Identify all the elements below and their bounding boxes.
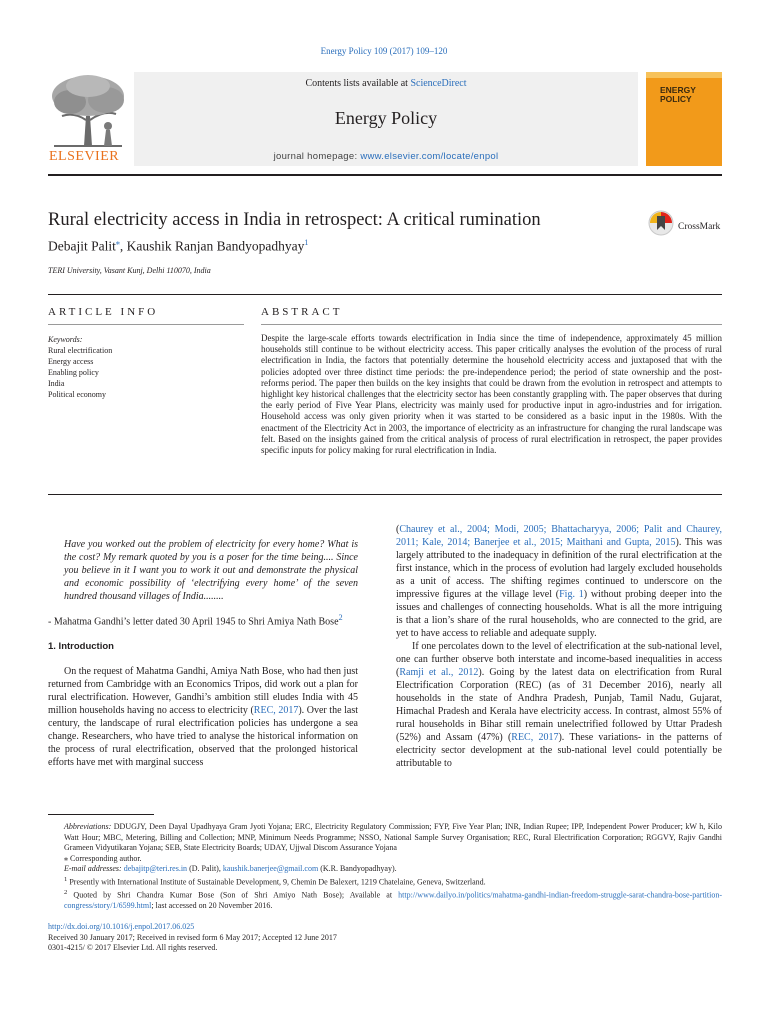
article-info-heading: ARTICLE INFO [48,306,159,318]
text-run: ). Over the last century, the landscape of rural electrification policies has undergone a sea change. Researchers, who have tried to analyse the historical information on the process of rural electrification, observed that the prolonged historical efforts have met with marginal success [48,705,358,769]
citation-link[interactable]: REC, 2017 [511,732,559,743]
intro-paragraph [48,665,358,769]
text-run: ). These variations- in the patterns of electricity sector development at the sub-national level could potentially be attributable to [396,732,723,769]
footnote-2 [48,888,722,912]
info-divider [48,294,722,295]
footnote-mark[interactable]: 1 [304,238,309,247]
article-title: Rural electricity access in India in retrospect: A critical rumination [48,210,541,230]
text-run: Presently with International Institute of Sustainable Development, 9, Chemin De Balexert, 1219 Chatelaine, Geneva, Switzerland. [67,877,486,887]
text-run: If one percolates down to the level of electrification at the sub-national level, one can further observe both interstate and income-based inequalities in access ( [396,641,722,678]
info-rule [48,324,244,325]
homepage-prefix: journal homepage: [273,151,361,162]
journal-cover-thumbnail[interactable] [646,72,722,166]
figure-link[interactable]: Fig. 1 [559,589,584,600]
corresponding-mark[interactable]: ⁎ [115,238,120,247]
citation-link[interactable]: REC, 2017 [253,705,299,717]
crossmark-icon [648,210,674,240]
text-run: ). Going by the latest data on electrification from Rural Electrification Corporation (REC) (as of 31 December 2016), nearly all households in the state of Andhra Pradesh, Punjab, Tamil Nadu, Gujarat, Himachal Pradesh and Kerala have electricity access. In contrast, almost 55% of rural households in Bihar still remain unelectrified followed by Uttar Pradesh (52%) and Assam (47%) ( [396,667,722,743]
elsevier-wordmark: ELSEVIER [49,149,120,164]
journal-homepage [134,151,638,162]
masthead [48,72,722,166]
keyword: India [48,379,65,388]
section-heading: 1. Introduction [48,641,114,653]
sciencedirect-link[interactable]: ScienceDirect [410,78,467,89]
author-name[interactable]: Kaushik Ranjan Bandyopadhyay [126,238,305,254]
doi-link[interactable]: http://dx.doi.org/10.1016/j.enpol.2017.06.025 [48,922,195,931]
keyword: Rural electrification [48,346,113,355]
citation-link[interactable]: Chaurey et al., 2004; Modi, 2005; Bhattacharyya, 2006; Palit and Chaurey, 2011; Kale, 2014; Banerjee et al., 2015; Maithani and Gupta, 2015 [396,524,722,548]
epigraph-source [48,611,358,628]
epigraph-source-text: - Mahatma Gandhi’s letter dated 30 April 1945 to Shri Amiya Nath Bose [48,616,339,628]
continued-paragraph [396,523,722,640]
abstract-bottom-rule [48,494,722,495]
text-run: ( [396,524,400,535]
author-separator: , [119,238,127,254]
text-run: ) without probing deeper into the issues and challenges of connecting households. What is all the more intriguing is that a lion’s share of the rural households, who are connected to the grid, are yet to have access to reliable and adequate supply. [396,589,722,639]
copyright-line: 0301-4215/ © 2017 Elsevier Ltd. All rights reserved. [48,943,218,952]
keywords-label: Keywords: [48,335,83,344]
abbreviations-note [48,822,722,854]
keyword: Enabling policy [48,368,99,377]
email-label: E-mail addresses: [64,864,122,873]
footnote-number: 1 [64,875,68,883]
left-column [48,538,358,769]
abbreviations-text: DDUGJY, Deen Dayal Upadhyaya Gram Jyoti Yojana; ERC, Electricity Regulatory Commission; FYP, Five Year Plan; INR, Indian Rupee; IPP, Independent Power Producer; kW h, Kilo Watt Hour; MBC, Metering, Billing and Collection; MNP, Minimum Needs Programme; NSSO, National Sample Survey Organisation; REC, Rural Electrification Corporation; RGGVY, Rajiv Gandhi Grameen Vidyutikaran Yojana; SEB, State Electricity Boards; UDAY, Ujjwal Discom Assurance Yojana [64,822,722,852]
homepage-link[interactable]: www.elsevier.com/locate/enpol [360,151,499,162]
email-note [48,864,722,875]
text-run: (D. Palit), [187,864,223,873]
right-column [396,523,722,770]
text-run: ; last accessed on 20 November 2016. [151,900,273,910]
contents-prefix: Contents lists available at [305,78,411,89]
journal-citation[interactable]: Energy Policy 109 (2017) 109–120 [320,46,448,56]
footnotes [48,822,722,911]
email-link[interactable]: debajitp@teri.res.in [123,864,188,873]
abstract-rule [261,324,722,325]
source-url-link[interactable]: http://www.dailyo.in/politics/mahatma-gandhi-indian-freedom-struggle-sarat-chandra-bose-partition-congress/story/1/6599.html [64,890,722,910]
cover-title: ENERGY POLICY [660,85,696,104]
author-name[interactable]: Debajit Palit [48,238,116,254]
text-run: On the request of Mahatma Gandhi, Amiya Nath Bose, who had then just returned from Cambridge with an Economics Tripos, did work out a plan for rural electrification. However, Gandhi’s ambition still eludes India with 45 million households having no access to electricity ( [48,666,358,717]
text-run: ). This was largely attributed to the inadequacy in definition of the rural electrification at the first instance, which in the process of evolution had largely excluded households as a unit of access. The shifting regimes continued to underscore on the impressive figures at the village level ( [396,537,723,600]
email-link[interactable]: kaushik.banerjee@gmail.com [222,864,319,873]
elsevier-tree-logo[interactable] [48,72,128,166]
tree-icon [48,72,128,148]
keyword: Energy access [48,357,94,366]
crossmark-badge[interactable] [648,210,728,242]
body-paragraph [396,640,722,770]
text-run: (K.R. Bandyopadhyay). [318,864,397,873]
footnote-link[interactable]: 2 [338,613,343,622]
corresponding-note: ⁎ Corresponding author. [64,853,142,863]
received-dates: Received 30 January 2017; Received in revised form 6 May 2017; Accepted 12 June 2017 [48,932,337,942]
header-divider [48,174,722,176]
crossmark-label: CrossMark [678,222,721,232]
journal-banner [134,72,638,166]
citation-link[interactable]: Ramji et al., 2012 [399,667,479,678]
author-list [48,238,308,255]
text-run: Quoted by Shri Chandra Kumar Bose (Son of Shri Amiyo Nath Bose); Available at [67,890,399,900]
keyword: Political economy [48,390,106,399]
footnote-rule [48,814,154,815]
footnote-number: 2 [64,888,68,896]
abbreviations-label: Abbreviations: [64,822,112,831]
article-metadata [48,922,337,954]
keywords [48,334,112,400]
cover-band [646,72,722,78]
footnote-1 [48,875,722,888]
epigraph-quote: Have you worked out the problem of electricity for every home? What is the cost? My remark quoted by you is a poser for the time being.... Since you believe in it I want you to work it out and demonstrate the physical and economic possibility of ‘electrifying every home’ of the seven hundred thousand villages of India........ [64,539,358,602]
journal-name: Energy Policy [334,108,438,128]
abstract-heading: ABSTRACT [261,306,343,318]
abstract-text: Despite the large-scale efforts towards electrification in India since the time of independence, approximately 45 million households still continue to be without electricity access. This paper critically analyses the evolution of the process of rural electrification in India, the factors that potentially determine the household electricity access and juxtaposed that with the policies adopted over three distinct time periods: the pre-independence period; the period of state ownership and the post-reforms period. The paper then builds on the key insights that could be drawn from the evolution in retrospect and attempts to highlight key historical challenges that the electricity sector has been constantly grappling with. The paper observes that during the early period of Five Year Plans, electricity was mainly used for productive input in agro-industries and for irrigation. Household access was only given priority when it was started to be considered as a basic input in the 1980s. With the enactment of the Electricity Act in 2003, the importance of electricity as an infrastructure for changing the rural landscape was felt. Based on the insights gained from the critical analysis of process of rural electrification in retrospect, the paper provides specific inputs for policy making for rural electrification in India. [261,333,722,456]
affiliation: TERI University, Vasant Kunj, Delhi 110070, India [48,266,211,275]
contents-availability [134,78,638,89]
